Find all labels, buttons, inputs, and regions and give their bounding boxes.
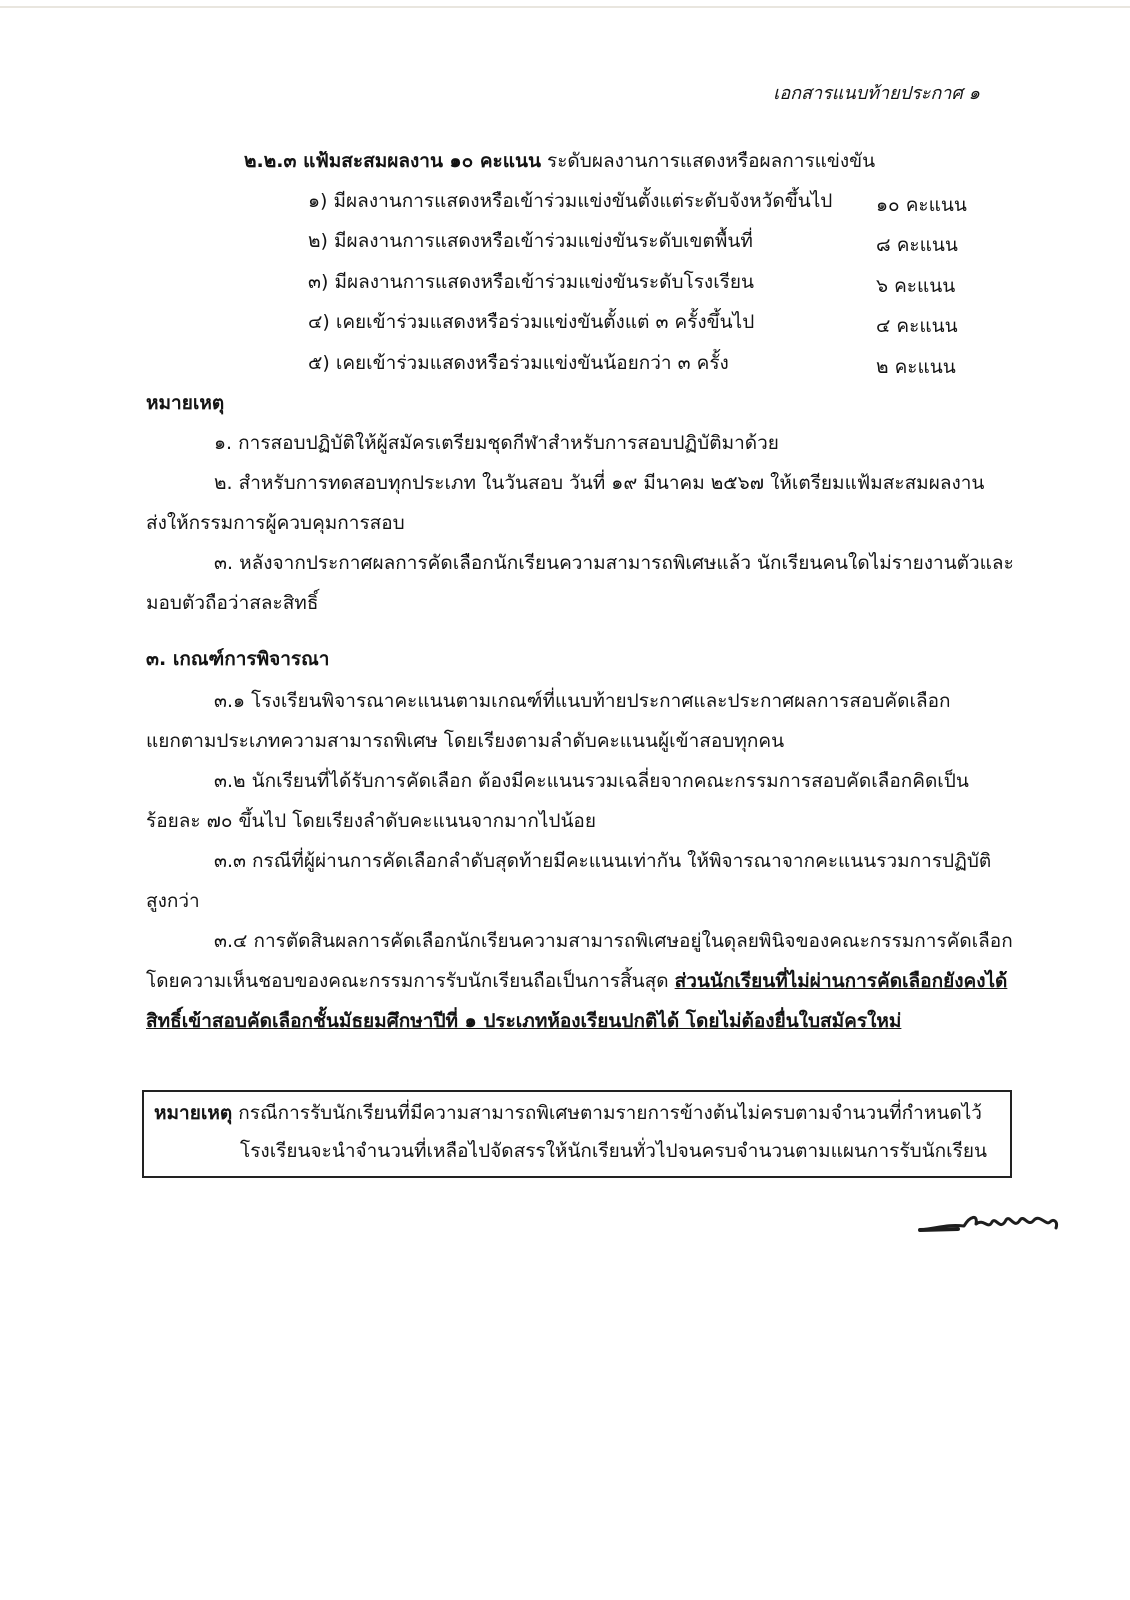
portfolio-score-3: ๖ คะแนน [876, 275, 956, 297]
note-line-2: โรงเรียนจะนำจำนวนที่เหลือไปจัดสรรให้นักเรียนทั่วไปจนครบจำนวนตามแผนการรับนักเรียน [240, 1140, 987, 1162]
portfolio-score-4: ๔ คะแนน [876, 315, 958, 337]
remark-2-line-1: ๒. สำหรับการทดสอบทุกประเภท ในวันสอบ วันที่ ๑๙ มีนาคม ๒๕๖๗ ให้เตรียมแฟ้มสะสมผลงาน [214, 472, 985, 494]
criteria-3-line-2: สูงกว่า [146, 890, 200, 912]
remark-3-line-2: มอบตัวถือว่าสละสิทธิ์ [146, 592, 319, 614]
note-line-1 [154, 1102, 982, 1125]
criteria-3-line-1: ๓.๓ กรณีที่ผู้ผ่านการคัดเลือกลำดับสุดท้ายมีคะแนนเท่ากัน ให้พิจารณาจากคะแนนรวมการปฏิบัติ [214, 850, 992, 872]
portfolio-item-2: ๒) มีผลงานการแสดงหรือเข้าร่วมแข่งขันระดับเขตพื้นที่ [308, 230, 753, 252]
criteria-4-underlined: ส่วนนักเรียนที่ไม่ผ่านการคัดเลือกยังคงได้ [674, 970, 1008, 992]
criteria-4-line-3: สิทธิ์เข้าสอบคัดเลือกชั้นมัธยมศึกษาปีที่ ๑ ประเภทห้องเรียนปกติได้ โดยไม่ต้องยื่นใบสมัครใหม่ [146, 1010, 902, 1032]
portfolio-score-5: ๒ คะแนน [876, 356, 956, 378]
note-box [142, 1090, 1012, 1178]
header-reference: เอกสารแนบท้ายประกาศ ๑ [773, 83, 980, 104]
criteria-2-line-1: ๓.๒ นักเรียนที่ได้รับการคัดเลือก ต้องมีคะแนนรวมเฉลี่ยจากคณะกรรมการสอบคัดเลือกคิดเป็น [214, 770, 969, 792]
remarks-heading: หมายเหตุ [146, 392, 225, 414]
portfolio-item-3: ๓) มีผลงานการแสดงหรือเข้าร่วมแข่งขันระดับโรงเรียน [308, 271, 755, 293]
portfolio-score-1: ๑๐ คะแนน [876, 194, 967, 216]
criteria-2-line-2: ร้อยละ ๗๐ ขึ้นไป โดยเรียงลำดับคะแนนจากมากไปน้อย [146, 810, 596, 832]
note-label: หมายเหตุ [154, 1102, 233, 1124]
portfolio-item-5: ๕) เคยเข้าร่วมแสดงหรือร่วมแข่งขันน้อยกว่า ๓ ครั้ง [308, 352, 729, 374]
scan-edge [0, 6, 1130, 8]
criteria-1-line-1: ๓.๑ โรงเรียนพิจารณาคะแนนตามเกณฑ์ที่แนบท้ายประกาศและประกาศผลการสอบคัดเลือก [214, 690, 951, 712]
handwritten-signature [918, 1208, 1066, 1240]
criteria-heading: ๓. เกณฑ์การพิจารณา [146, 648, 330, 670]
note-text-1: กรณีการรับนักเรียนที่มีความสามารถพิเศษตามรายการข้างต้นไม่ครบตามจำนวนที่กำหนดไว้ [232, 1102, 982, 1124]
criteria-4-line-2 [146, 970, 1007, 993]
portfolio-title [244, 150, 875, 173]
remark-3-line-1: ๓. หลังจากประกาศผลการคัดเลือกนักเรียนความสามารถพิเศษแล้ว นักเรียนคนใดไม่รายงานตัวและ [214, 552, 1014, 574]
criteria-4-line-1: ๓.๔ การตัดสินผลการคัดเลือกนักเรียนความสามารถพิเศษอยู่ในดุลยพินิจของคณะกรรมการคัดเลือก [214, 930, 1013, 952]
portfolio-title-bold: ๒.๒.๓ แฟ้มสะสมผลงาน ๑๐ คะแนน [244, 150, 541, 172]
remark-1: ๑. การสอบปฏิบัติให้ผู้สมัครเตรียมชุดกีฬาสำหรับการสอบปฏิบัติมาด้วย [214, 432, 779, 454]
criteria-4-plain: โดยความเห็นชอบของคณะกรรมการรับนักเรียนถือเป็นการสิ้นสุด [146, 970, 675, 992]
remark-2-line-2: ส่งให้กรรมการผู้ควบคุมการสอบ [146, 512, 405, 534]
portfolio-item-4: ๔) เคยเข้าร่วมแสดงหรือร่วมแข่งขันตั้งแต่ ๓ ครั้งขึ้นไป [308, 311, 755, 333]
portfolio-item-1: ๑) มีผลงานการแสดงหรือเข้าร่วมแข่งขันตั้งแต่ระดับจังหวัดขึ้นไป [308, 190, 833, 212]
criteria-1-line-2: แยกตามประเภทความสามารถพิเศษ โดยเรียงตามลำดับคะแนนผู้เข้าสอบทุกคน [146, 730, 785, 752]
portfolio-title-rest: ระดับผลงานการแสดงหรือผลการแข่งขัน [540, 150, 876, 172]
portfolio-score-2: ๘ คะแนน [876, 234, 958, 256]
